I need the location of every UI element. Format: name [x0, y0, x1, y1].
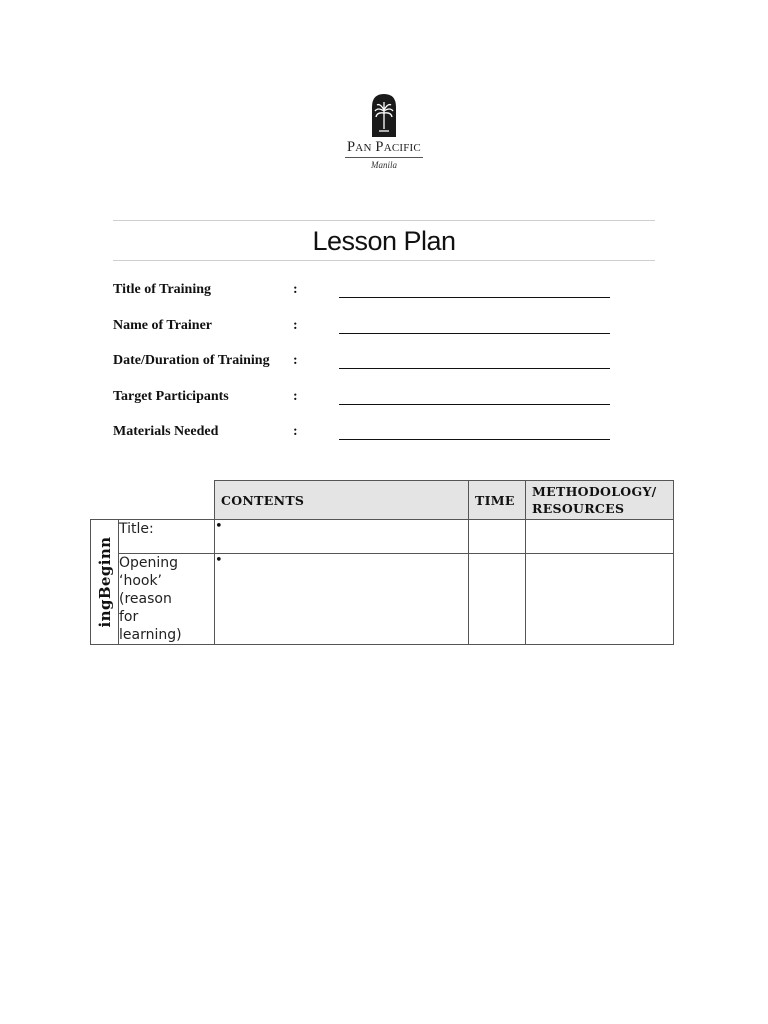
- palm-tree-icon: [369, 93, 399, 137]
- time-cell[interactable]: [469, 520, 526, 554]
- title-bottom-rule: [113, 260, 655, 261]
- contents-cell[interactable]: [215, 520, 469, 554]
- lesson-plan-table: [90, 480, 674, 645]
- field-target-participants: [113, 389, 613, 409]
- table-row: [91, 520, 674, 554]
- field-colon: :: [293, 282, 298, 297]
- field-title-of-training: [113, 282, 613, 302]
- row-label-opening-hook: [119, 554, 215, 645]
- field-materials-needed: [113, 424, 613, 444]
- logo-brand-text: PAN PACIFIC: [347, 139, 421, 155]
- title-top-rule: [113, 220, 655, 221]
- contents-cell[interactable]: [215, 554, 469, 645]
- field-label: Title of Training: [113, 282, 212, 297]
- methodology-cell[interactable]: [526, 520, 674, 554]
- field-label: Target Participants: [113, 389, 229, 404]
- row-label-line: for: [119, 609, 139, 625]
- field-colon: :: [293, 318, 298, 333]
- section-cell: [91, 520, 119, 645]
- row-label-title: Title:: [119, 520, 215, 554]
- page-title: Lesson Plan: [312, 226, 456, 256]
- field-colon: :: [293, 353, 298, 368]
- field-colon: :: [293, 389, 298, 404]
- row-label-line: learning): [119, 627, 182, 643]
- blank-corner: [91, 481, 215, 520]
- row-label-line: Opening: [119, 555, 179, 571]
- field-blank-line[interactable]: [339, 368, 610, 369]
- field-blank-line[interactable]: [339, 439, 610, 440]
- field-label: Name of Trainer: [113, 318, 213, 333]
- header-methodology-line2: RESOURCES: [532, 501, 625, 516]
- field-colon: :: [293, 424, 298, 439]
- field-label: Date/Duration of Training: [113, 353, 270, 368]
- field-blank-line[interactable]: [339, 404, 610, 405]
- header-time: TIME: [469, 481, 526, 520]
- pan-pacific-logo: [344, 93, 424, 187]
- logo-divider: [345, 157, 423, 158]
- field-blank-line[interactable]: [339, 333, 610, 334]
- bullet-point: •: [215, 519, 223, 534]
- row-label-line: ‘hook’: [119, 573, 163, 589]
- field-blank-line[interactable]: [339, 297, 610, 298]
- row-label-line: (reason: [119, 591, 172, 607]
- field-label: Materials Needed: [113, 424, 219, 439]
- methodology-cell[interactable]: [526, 554, 674, 645]
- field-name-of-trainer: [113, 318, 613, 338]
- time-cell[interactable]: [469, 554, 526, 645]
- field-date-duration: [113, 353, 613, 373]
- header-methodology-line1: METHODOLOGY/: [532, 484, 657, 499]
- bullet-point: •: [215, 553, 223, 568]
- section-label: ingBeginn: [95, 536, 114, 628]
- logo-city-text: Manila: [371, 160, 397, 170]
- header-contents: CONTENTS: [215, 481, 469, 520]
- table-header-row: [91, 481, 674, 520]
- table-row: [91, 554, 674, 645]
- header-methodology: [526, 481, 674, 520]
